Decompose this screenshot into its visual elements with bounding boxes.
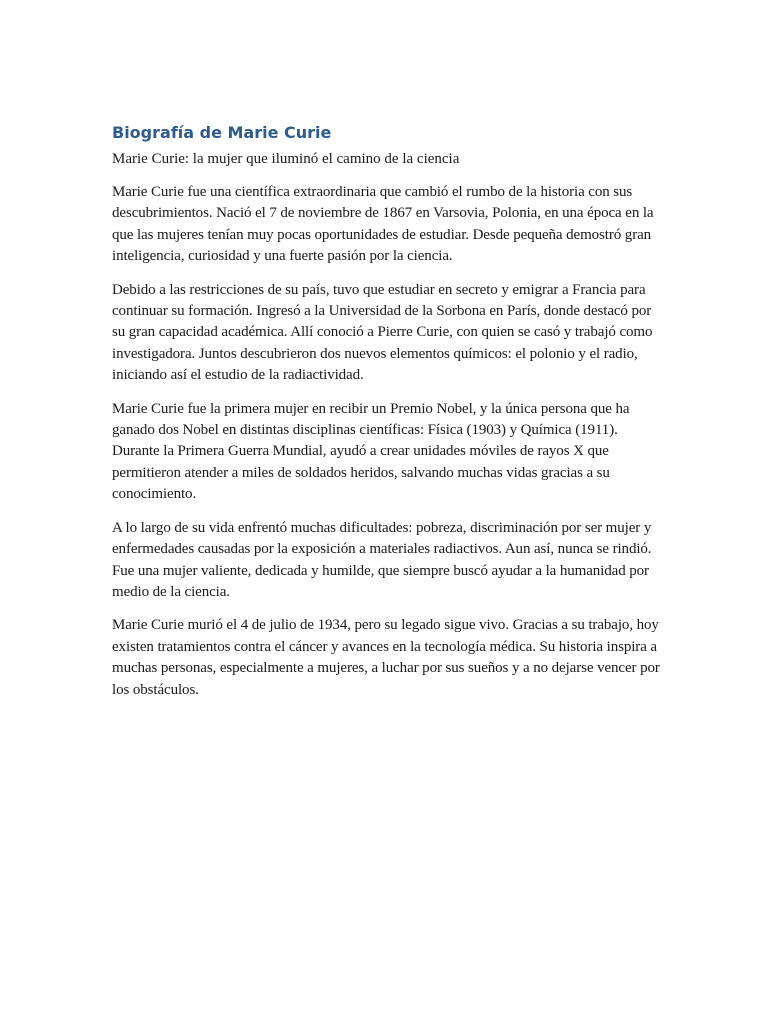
paragraph-birth: Marie Curie fue una científica extraordinaria que cambió el rumbo de la historia con sus descubrimientos. Nació el 7 de noviembre de 1867 en Varsovia, Polonia, en una época en la que las mujeres tenían muy pocas oportunidades de estudiar. Desde pequeña demostró gran inteligencia, curiosidad y una fuerte pasión por la ciencia. bbox=[112, 184, 654, 265]
paragraph-nobel: Marie Curie fue la primera mujer en recibir un Premio Nobel, y la única persona que ha ganado dos Nobel en distintas disciplinas científicas: Física (1903) y Química (1911). Durante la Primera Guerra Mundial, ayudó a crear unidades móviles de rayos X que permitieron atender a miles de soldados heridos, salvando muchas vidas gracias a su conocimiento. bbox=[112, 400, 630, 503]
paragraph-education: Debido a las restricciones de su país, tuvo que estudiar en secreto y emigrar a Francia para continuar su formación. Ingresó a la Universidad de la Sorbona en París, donde destacó por su gran capacidad académica. Allí conoció a Pierre Curie, con quien se casó y trabajó como investigadora. Juntos descubrieron dos nuevos elementos químicos: el polonio y el radio, iniciando así el estudio de la radiactividad. bbox=[112, 281, 653, 384]
document-title: Biografía de Marie Curie bbox=[112, 123, 332, 142]
paragraph-difficulties: A lo largo de su vida enfrentó muchas dificultades: pobreza, discriminación por ser mujer y enfermedades causadas por la exposición a materiales radiactivos. Aun así, nunca se rindió. Fue una mujer valiente, dedicada y humilde, que siempre buscó ayudar a la humanidad por medio de la ciencia. bbox=[112, 519, 652, 600]
document-body bbox=[112, 121, 660, 713]
document-subtitle: Marie Curie: la mujer que iluminó el camino de la ciencia bbox=[112, 151, 460, 167]
paragraph-legacy: Marie Curie murió el 4 de julio de 1934, pero su legado sigue vivo. Gracias a su trabajo, hoy existen tratamientos contra el cáncer y avances en la tecnología médica. Su historia inspira a muchas personas, especialmente a mujeres, a luchar por sus sueños y a no dejarse vencer por los obstáculos. bbox=[112, 617, 660, 698]
